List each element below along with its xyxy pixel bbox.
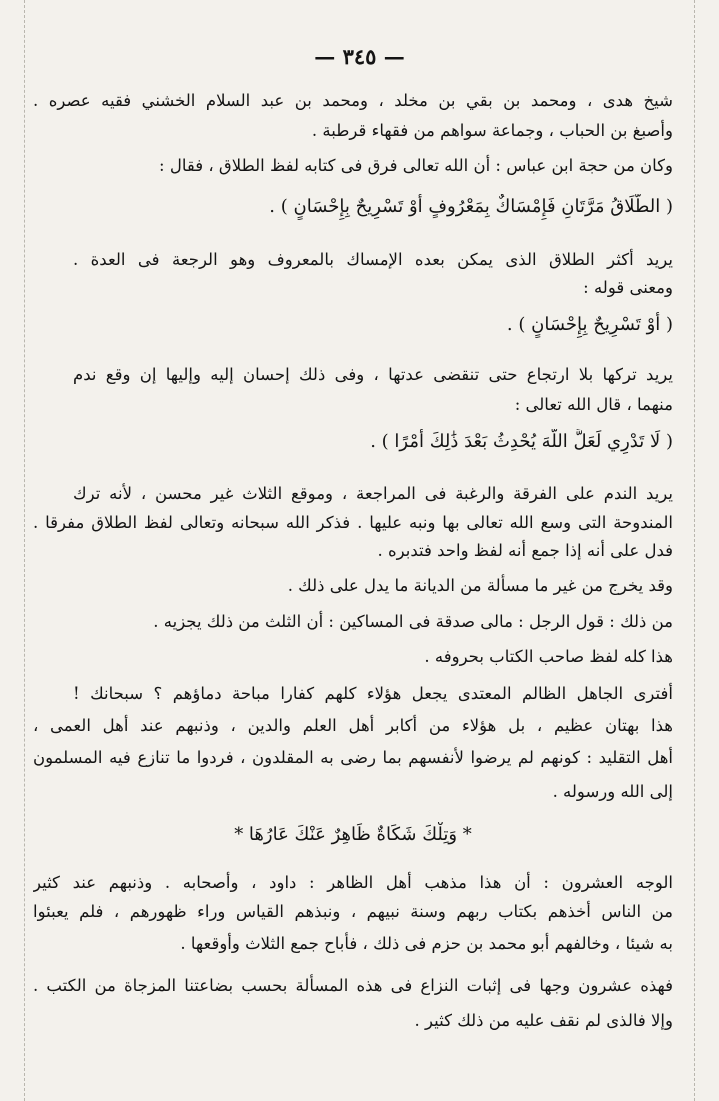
text-line: هذا كله لفظ صاحب الكتاب بحروفه . <box>424 647 673 666</box>
page-number: — ٣٤٥ — <box>314 44 405 69</box>
text-line: يريد تركها بلا ارتجاع حتى تنقضى عدتها ، وفى ذلك إحسان إليه وإليها إن وقع ندم <box>73 365 673 384</box>
left-margin-rule <box>24 0 25 1101</box>
text-line: يريد أكثر الطلاق الذى يمكن بعده الإمساك بالمعروف وهو الرجعة فى العدة . <box>73 250 673 269</box>
text-line: أفترى الجاهل الظالم المعتدى يجعل هؤلاء كلهم كفارا مباحة دماؤهم ؟ سبحانك ! <box>73 684 673 703</box>
text-line: يريد الندم على الفرقة والرغبة فى المراجعة ، وموقع الثلاث غير محسن ، لأنه ترك <box>73 484 673 503</box>
text-line: وقد يخرج من غير ما مسألة من الديانة ما يدل على ذلك . <box>287 576 673 595</box>
right-margin-rule <box>694 0 695 1101</box>
text-line: من الناس أخذهم بكتاب ربهم وسنة نبيهم ، ونبذهم القياس وراء ظهورهم ، فلم يعبئوا <box>33 902 673 921</box>
text-line: فهذه عشرون وجها فى إثبات النزاع فى هذه المسألة بحسب بضاعتنا المزجاة من الكتب . <box>33 976 673 995</box>
text-line: وإلا فالذى لم نقف عليه من ذلك كثير . <box>414 1011 673 1030</box>
text-line: المندوحة التى وسع الله تعالى بها ونبه عليها . فذكر الله سبحانه وتعالى لفظ الطلاق مفرقا . <box>33 513 673 532</box>
text-line: هذا بهتان عظيم ، بل هؤلاء من أكابر أهل العلم والدين ، وذنبهم عند أهل العمى ، <box>33 716 673 735</box>
text-line: وأصبغ بن الحباب ، وجماعة سواهم من فقهاء قرطبة . <box>311 121 673 140</box>
text-line: إلى الله ورسوله . <box>552 782 673 801</box>
quran-verse: ( أَوْ تَسْرِيحٌ بِإِحْسَانٍ ) . <box>506 314 673 335</box>
text-line: وكان من حجة ابن عباس : أن الله تعالى فرق فى كتابه لفظ الطلاق ، فقال : <box>159 156 673 175</box>
text-line: الوجه العشرون : أن هذا مذهب أهل الظاهر : داود ، وأصحابه . وذنبهم عند كثير <box>33 873 673 892</box>
text-line: منهما ، قال الله تعالى : <box>514 395 673 414</box>
text-line: شيخ هدى ، ومحمد بن بقي بن مخلد ، ومحمد بن عبد السلام الخشني فقيه عصره . <box>33 91 673 110</box>
poetry-verse: * وَتِلْكَ شَكَاةٌ ظَاهِرٌ عَنْكَ عَارُهَا * <box>234 824 472 845</box>
text-line: من ذلك : قول الرجل : مالى صدقة فى المساكين : أن الثلث من ذلك يجزيه . <box>153 612 673 631</box>
text-line: به شيئا ، وخالفهم أبو محمد بن حزم فى ذلك ، فأباح جمع الثلاث وأوقعها . <box>180 934 673 953</box>
quran-verse: ( لَا تَدْرِي لَعَلَّ اللَّهَ يُحْدِثُ بَعْدَ ذَٰلِكَ أَمْرًا ) . <box>370 431 673 452</box>
text-line: أهل التقليد : كونهم لم يرضوا لأنفسهم بما رضى به المقلدون ، فردوا ما تنازع فيه المسلمون <box>33 748 673 767</box>
text-line: ومعنى قوله : <box>583 278 673 297</box>
text-line: فدل على أنه إذا جمع أنه لفظ واحد فتدبره . <box>377 541 673 560</box>
quran-verse: ( الطَّلَاقُ مَرَّتَانِ فَإِمْسَاكٌ بِمَعْرُوفٍ أَوْ تَسْرِيحٌ بِإِحْسَانٍ ) . <box>269 196 673 217</box>
